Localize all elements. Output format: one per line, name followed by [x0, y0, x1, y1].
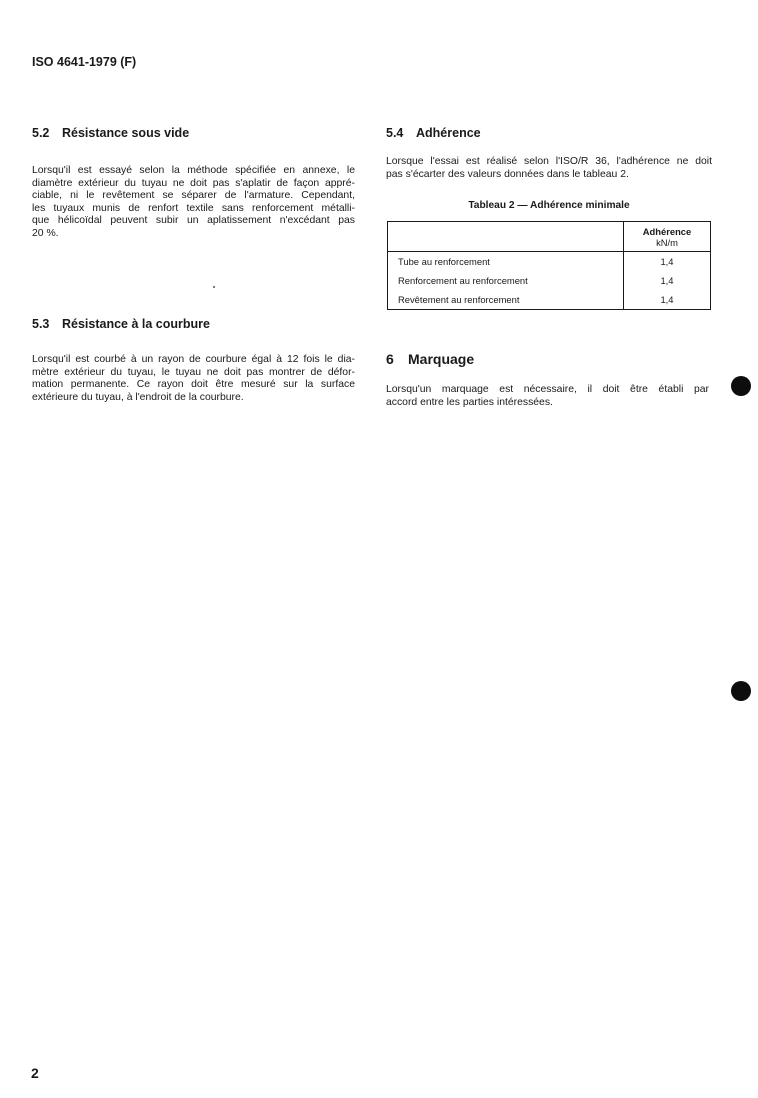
paragraph-line: que hélicoïdal peuvent subir un aplatissement n'excédant pas: [32, 215, 355, 227]
document-reference: ISO 4641-1979 (F): [32, 55, 137, 69]
paragraph-line: Lorsqu'il est essayé selon la méthode spécifiée en annexe, le: [32, 165, 355, 176]
section-5-4-heading: [386, 126, 481, 140]
section-6-body: [386, 384, 709, 409]
section-6-number: 6: [386, 351, 394, 367]
section-5-2-number: 5.2: [32, 126, 50, 140]
section-5-4-body: [386, 156, 712, 181]
table-row: [388, 252, 711, 272]
row-label: Revêtement au renforcement: [398, 294, 520, 305]
table-row: [388, 271, 711, 290]
section-5-3-number: 5.3: [32, 317, 50, 331]
table-header-row: [388, 222, 711, 252]
table-header-empty-cell: [388, 222, 624, 252]
section-5-2-heading: [32, 126, 189, 140]
section-5-3-body: [32, 354, 355, 404]
paragraph-line: mètre extérieur du tuyau, le tuyau ne doit pas montrer de défor-: [32, 366, 355, 378]
paragraph-line: les tuyaux munis de renfort textile sans renforcement métalli-: [32, 202, 355, 214]
section-5-4-number: 5.4: [386, 126, 404, 140]
section-5-2-body: [32, 165, 355, 241]
page-number: 2: [31, 1065, 39, 1081]
row-value: 1,4: [624, 290, 711, 310]
paragraph-line: ciable, ni le revêtement se séparer de l'armature. Cependant,: [32, 190, 355, 202]
paragraph-line: Lorsqu'il est courbé à un rayon de courbure égal à 12 fois le dia-: [32, 354, 355, 365]
section-5-2-title: Résistance sous vide: [62, 126, 190, 140]
column-header-unit: kN/m: [656, 236, 678, 248]
paragraph-line: mation permanente. Ce rayon doit être mesuré sur la surface: [32, 379, 355, 391]
table-column-header: [624, 222, 711, 252]
paragraph-line: diamètre extérieur du tuyau ne doit pas s'aplatir de façon appré-: [32, 177, 355, 189]
paragraph-line: pas s'écarter des valeurs données dans le tableau 2.: [386, 168, 629, 180]
section-6-title: Marquage: [408, 351, 475, 367]
paragraph-line: accord entre les parties intéressées.: [386, 396, 553, 408]
paragraph-line: extérieure du tuyau, à l'endroit de la courbure.: [32, 391, 244, 403]
paragraph-line: Lorsqu'un marquage est nécessaire, il doit être établi par: [386, 384, 709, 395]
punch-hole-mark: [731, 376, 751, 396]
column-header-label: Adhérence: [642, 225, 692, 237]
paragraph-line: 20 %.: [32, 227, 59, 239]
table-2-caption: Tableau 2 — Adhérence minimale: [468, 200, 630, 211]
punch-hole-mark: [731, 681, 751, 701]
adherence-table: [387, 221, 711, 310]
row-value: 1,4: [624, 271, 711, 290]
section-5-3-heading: [32, 317, 210, 331]
section-5-4-title: Adhérence: [416, 126, 481, 140]
scan-speck: [213, 286, 215, 288]
table-row: [388, 290, 711, 310]
section-6-heading: [386, 351, 474, 367]
section-5-3-title: Résistance à la courbure: [62, 317, 210, 331]
row-value: 1,4: [624, 252, 711, 272]
paragraph-line: Lorsque l'essai est réalisé selon l'ISO/R 36, l'adhérence ne doit: [386, 156, 712, 167]
row-label: Renforcement au renforcement: [398, 275, 528, 286]
row-label: Tube au renforcement: [398, 256, 490, 267]
